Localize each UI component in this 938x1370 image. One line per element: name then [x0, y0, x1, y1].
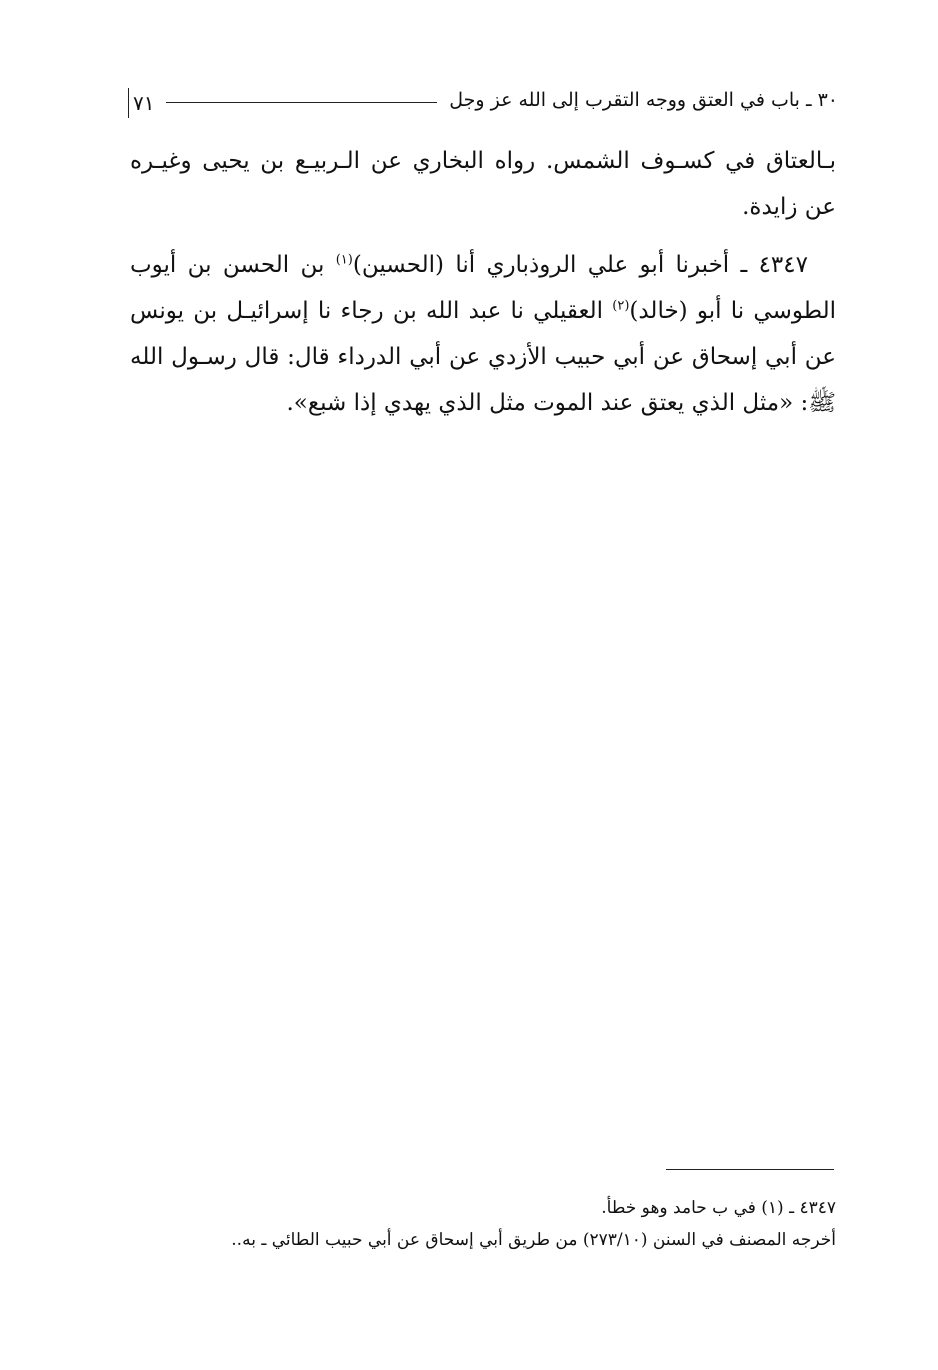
page-number: ٧١ — [128, 88, 154, 118]
continuation-paragraph: بـالعتاق في كسـوف الشمس. رواه البخاري عن الـربيـع بن يحيى وغيـره عن زايدة. — [130, 148, 836, 220]
hadith-text-part-3: العقيلي نا عبد الله بن رجاء نا إسرائيـل بن يونس عن أبي إسحاق عن أبي حبيب الأزدي عن أبي الدرداء قال: قال رسـول الله ﷺ: «مثل الذي يعتق عند الموت مثل الذي يهدي إذا شبع». — [130, 298, 836, 416]
chapter-title: ٣٠ ـ باب في العتق ووجه التقرب إلى الله عز وجل — [449, 89, 838, 111]
main-text — [130, 138, 836, 426]
running-header — [128, 82, 838, 118]
footnote-line-2: أخرجه المصنف في السنن (٢٧٣/١٠) من طريق أبي إسحاق عن أبي حبيب الطائي ـ به.. — [231, 1230, 836, 1250]
hadith-paragraph — [130, 242, 836, 426]
header-rule — [166, 102, 437, 103]
hadith-text-part-1: ٤٣٤٧ ـ أخبرنا أبو علي الروذباري أنا (الحسين) — [352, 252, 808, 278]
footnote-separator — [666, 1169, 834, 1170]
footnotes — [130, 1192, 836, 1256]
hadith-text-part-2: بن الحسن بن أيوب الطوسي نا أبو (خالد) — [130, 252, 836, 324]
footnote-line-1: ٤٣٤٧ ـ (١) في ب حامد وهو خطأ. — [601, 1198, 836, 1218]
footnote-reference-1: (١) — [335, 252, 353, 268]
footnote-reference-2: (٢) — [612, 298, 630, 314]
